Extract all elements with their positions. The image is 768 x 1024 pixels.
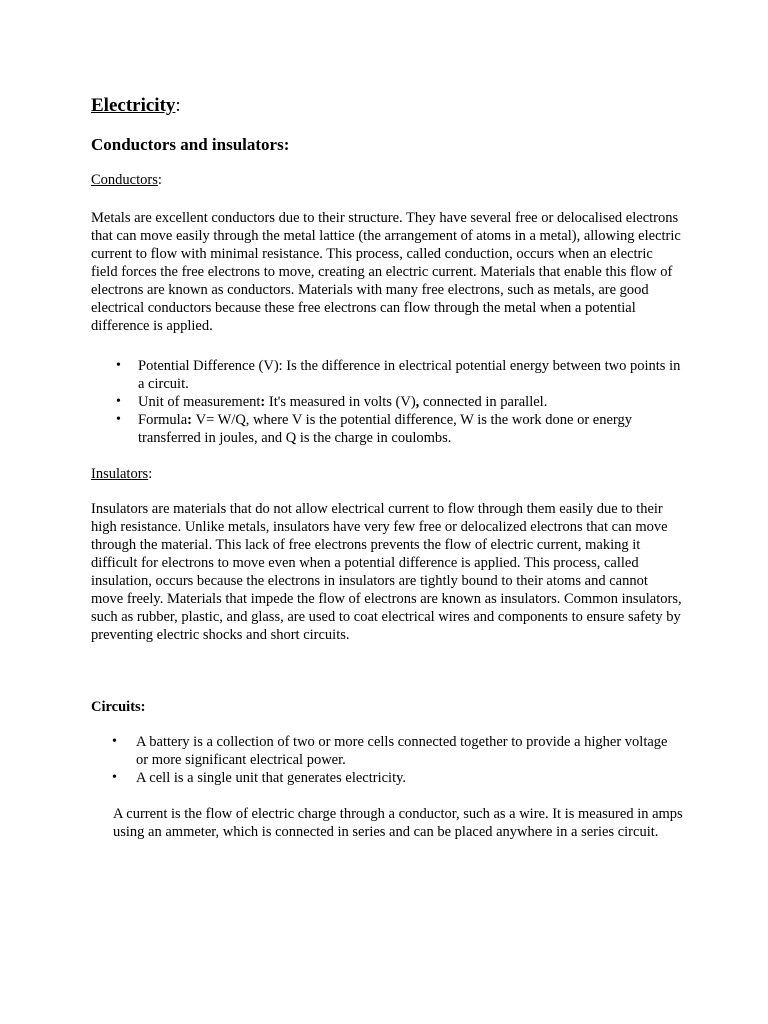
subheading-conductors-colon: : (157, 172, 162, 188)
bullet-text-colon: : (260, 394, 269, 410)
insulators-paragraph: Insulators are materials that do not allow electrical current to flow through them easily due to their high resistance. Unlike metals, insulators have very few free or delocalized electrons that can move through the material. This lack of free electrons prevents the flow of electric current, making it difficult for electrons to move even when a potential difference is applied. This process, called insulation, occurs because the electrons in insulators are tightly bound to their atoms and cannot move freely. Materials that impede the flow of electrons are known as insulators. Common insulators, such as rubber, plastic, and glass, are used to coat electrical wires and components to ensure safety by preventing electric shocks and short circuits. (91, 501, 682, 643)
bullet-text-comma: , (415, 394, 420, 410)
bullet-text-body: V= W/Q, where V is the potential difference, W is the work done or energy transferred in joules, and Q is the charge in coulombs. (138, 412, 632, 446)
bullet-text: A cell is a single unit that generates electricity. (136, 770, 407, 786)
bullet-text-body: It's measured in volts (V) (268, 394, 416, 410)
section-heading-circuits: Circuits: (91, 699, 146, 715)
bullet-icon: • (116, 394, 121, 409)
list-item (91, 411, 683, 447)
section-heading-conductors-insulators: Conductors and insulators: (91, 135, 290, 154)
circuits-bullet-list (91, 733, 683, 787)
subheading-conductors (91, 171, 162, 189)
subheading-conductors-label: Conductors (91, 172, 158, 188)
subheading-insulators (91, 465, 152, 483)
bullet-text: A battery is a collection of two or more cells connected together to provide a higher voltage or more significant electrical power. (136, 734, 668, 768)
bullet-text-tail: connected in parallel. (419, 394, 548, 410)
subheading-insulators-colon: : (148, 466, 153, 482)
conductors-paragraph: Metals are excellent conductors due to their structure. They have several free or delocalised electrons that can move easily through the metal lattice (the arrangement of atoms in a metal), allowing electric current to flow with minimal resistance. This process, called conduction, occurs when an electric field forces the free electrons to move, creating an electric current. Materials that enable this flow of electrons are known as conductors. Materials with many free electrons, such as metals, are good electrical conductors because these free electrons can flow through the metal when a potential difference is applied. (91, 210, 681, 334)
title-colon: : (175, 95, 181, 116)
bullet-text-label: Formula (138, 412, 188, 428)
bullet-text-label: Unit of measurement (138, 394, 261, 410)
list-item (91, 393, 683, 411)
bullet-text: Potential Difference (V): Is the difference in electrical potential energy between two points in a circuit. (138, 358, 681, 392)
conductors-bullet-list (91, 357, 683, 447)
title-text: Electricity (91, 95, 176, 116)
bullet-icon: • (112, 770, 117, 785)
bullet-text-colon: : (187, 412, 196, 428)
subheading-insulators-label: Insulators (91, 466, 149, 482)
bullet-icon: • (116, 412, 121, 427)
bullet-icon: • (116, 358, 121, 373)
list-item (91, 769, 683, 787)
document-title (91, 94, 181, 118)
list-item (91, 357, 683, 393)
list-item (91, 733, 683, 769)
current-paragraph: A current is the flow of electric charge through a conductor, such as a wire. It is measured in amps using an ammeter, which is connected in series and can be placed anywhere in a series circuit. (113, 806, 683, 840)
bullet-icon: • (112, 734, 117, 749)
